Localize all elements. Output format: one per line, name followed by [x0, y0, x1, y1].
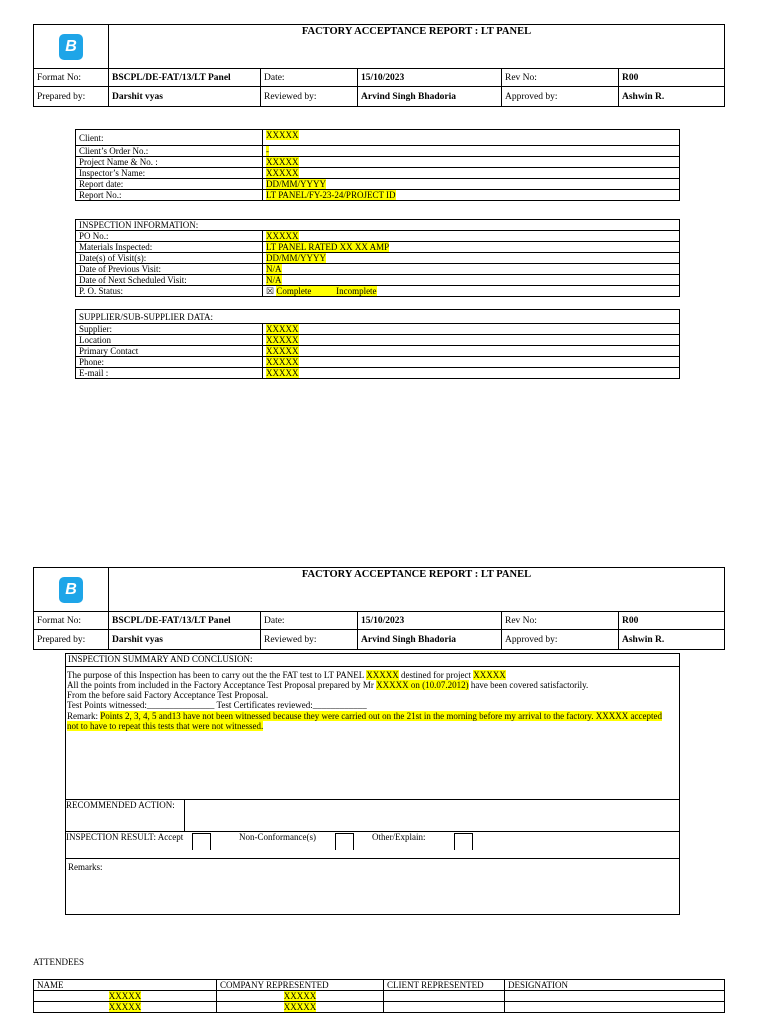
logo-cell [34, 568, 109, 612]
materials-label: Materials Inspected: [76, 242, 263, 253]
summary-heading: INSPECTION SUMMARY AND CONCLUSION: [66, 654, 679, 667]
client-table [75, 129, 680, 201]
recommended-action-label: RECOMMENDED ACTION: [66, 800, 185, 831]
col-designation: DESIGNATION [505, 980, 725, 991]
format-label: Format No: [34, 69, 109, 87]
company-logo-icon: B [59, 34, 83, 60]
inspection-info-table [75, 219, 680, 297]
inspector-value: XXXXX [266, 168, 299, 178]
approved-label: Approved by: [502, 87, 619, 107]
format-label: Format No: [34, 612, 109, 630]
summary-line-4: Test Points witnessed:_______________ Test Certificates reviewed:____________ [67, 700, 367, 710]
project-label: Project Name & No. : [76, 157, 263, 168]
remarks-label: Remarks: [68, 862, 103, 872]
col-company: COMPANY REPRESENTED [217, 980, 384, 991]
date-label: Date: [261, 612, 358, 630]
approved-value: Ashwin R. [619, 630, 725, 650]
phone-value: XXXXX [266, 357, 299, 367]
company-logo-icon: B [59, 577, 83, 603]
contact-value: XXXXX [266, 346, 299, 356]
inspector-label: Inspector’s Name: [76, 168, 263, 179]
inspection-summary-box [65, 653, 680, 915]
prepared-value: Darshit vyas [109, 87, 261, 107]
rev-label: Rev No: [502, 612, 619, 630]
visit-date-label: Date(s) of Visit(s): [76, 253, 263, 264]
result-accept-label: INSPECTION RESULT: Accept [66, 832, 184, 842]
rev-label: Rev No: [502, 69, 619, 87]
client-value: XXXXX [266, 130, 299, 140]
attendees-heading: ATTENDEES [33, 957, 84, 967]
reviewed-label: Reviewed by: [261, 87, 358, 107]
approved-value: Ashwin R. [619, 87, 725, 107]
supplier-heading: SUPPLIER/SUB-SUPPLIER DATA: [76, 310, 680, 324]
nonconformance-label: Non-Conformance(s) [239, 832, 316, 842]
other-explain-label: Other/Explain: [372, 832, 426, 842]
prev-visit-value: N/A [266, 264, 282, 274]
contact-label: Primary Contact [76, 346, 263, 357]
report-no-value: LT PANEL/FY-23-24/PROJECT ID [266, 190, 396, 200]
po-value: XXXXX [266, 231, 299, 241]
prepared-label: Prepared by: [34, 630, 109, 650]
po-label: PO No.: [76, 231, 263, 242]
location-value: XXXXX [266, 335, 299, 345]
email-value: XXXXX [266, 368, 299, 378]
nonconformance-checkbox[interactable] [335, 833, 354, 850]
order-label: Client’s Order No.: [76, 146, 263, 157]
summary-line-1: The purpose of this Inspection has been to carry out the the FAT test to LT PANEL XXXXX destined for project XXXXX [67, 670, 506, 680]
accept-checkbox[interactable] [192, 833, 211, 850]
logo-cell [34, 25, 109, 69]
rev-value: R00 [619, 69, 725, 87]
date-value: 15/10/2023 [358, 69, 502, 87]
summary-line-2: All the points from included in the Factory Acceptance Test Proposal prepared by Mr XXXXX on (10.07.2012) have been covered satisfactorily. [67, 680, 589, 690]
supplier-table [75, 309, 680, 379]
summary-remark-2: not to have to repeat this tests that were not witnessed. [67, 721, 264, 731]
report-title: FACTORY ACCEPTANCE REPORT : LT PANEL [109, 25, 725, 69]
header-table-2 [33, 567, 725, 650]
report-date-label: Report date: [76, 179, 263, 190]
supplier-value: XXXXX [266, 324, 299, 334]
table-row: XXXXX XXXXX [34, 1002, 725, 1013]
po-status-value: Complete Incomplete [276, 286, 377, 296]
col-client: CLIENT REPRESENTED [384, 980, 505, 991]
inspection-result-row [66, 831, 679, 859]
prev-visit-label: Date of Previous Visit: [76, 264, 263, 275]
remarks-row [66, 858, 679, 916]
next-visit-value: N/A [266, 275, 282, 285]
summary-remark: Remark: Points 2, 3, 4, 5 and13 have not been witnessed because they were carried out on the 21st in the morning before my arrival to the factory. XXXXX accepted [67, 711, 662, 721]
recommended-action-row [66, 799, 679, 832]
format-value: BSCPL/DE-FAT/13/LT Panel [109, 69, 261, 87]
col-name: NAME [34, 980, 217, 991]
prepared-value: Darshit vyas [109, 630, 261, 650]
location-label: Location [76, 335, 263, 346]
order-value: - [266, 146, 269, 156]
table-row: XXXXX XXXXX [34, 991, 725, 1002]
phone-label: Phone: [76, 357, 263, 368]
supplier-label: Supplier: [76, 324, 263, 335]
format-value: BSCPL/DE-FAT/13/LT Panel [109, 612, 261, 630]
materials-value: LT PANEL RATED XX XX AMP [266, 242, 390, 252]
inspection-info-heading: INSPECTION INFORMATION: [76, 220, 680, 231]
checkbox-icon[interactable]: ☒ [266, 286, 275, 296]
rev-value: R00 [619, 612, 725, 630]
email-label: E-mail : [76, 368, 263, 379]
report-date-value: DD/MM/YYYY [266, 179, 327, 189]
next-visit-label: Date of Next Scheduled Visit: [76, 275, 263, 286]
po-status-label: P. O. Status: [76, 286, 263, 297]
approved-label: Approved by: [502, 630, 619, 650]
project-value: XXXXX [266, 157, 299, 167]
reviewed-label: Reviewed by: [261, 630, 358, 650]
other-checkbox[interactable] [454, 833, 473, 850]
prepared-label: Prepared by: [34, 87, 109, 107]
reviewed-value: Arvind Singh Bhadoria [358, 87, 502, 107]
report-title: FACTORY ACCEPTANCE REPORT : LT PANEL [109, 568, 725, 612]
report-no-label: Report No.: [76, 190, 263, 201]
attendees-table [33, 979, 725, 1013]
summary-line-3: From the before said Factory Acceptance Test Proposal. [67, 690, 269, 700]
date-label: Date: [261, 69, 358, 87]
header-table-1 [33, 24, 725, 107]
date-value: 15/10/2023 [358, 612, 502, 630]
visit-date-value: DD/MM/YYYY [266, 253, 327, 263]
client-label: Client: [76, 130, 263, 146]
reviewed-value: Arvind Singh Bhadoria [358, 630, 502, 650]
